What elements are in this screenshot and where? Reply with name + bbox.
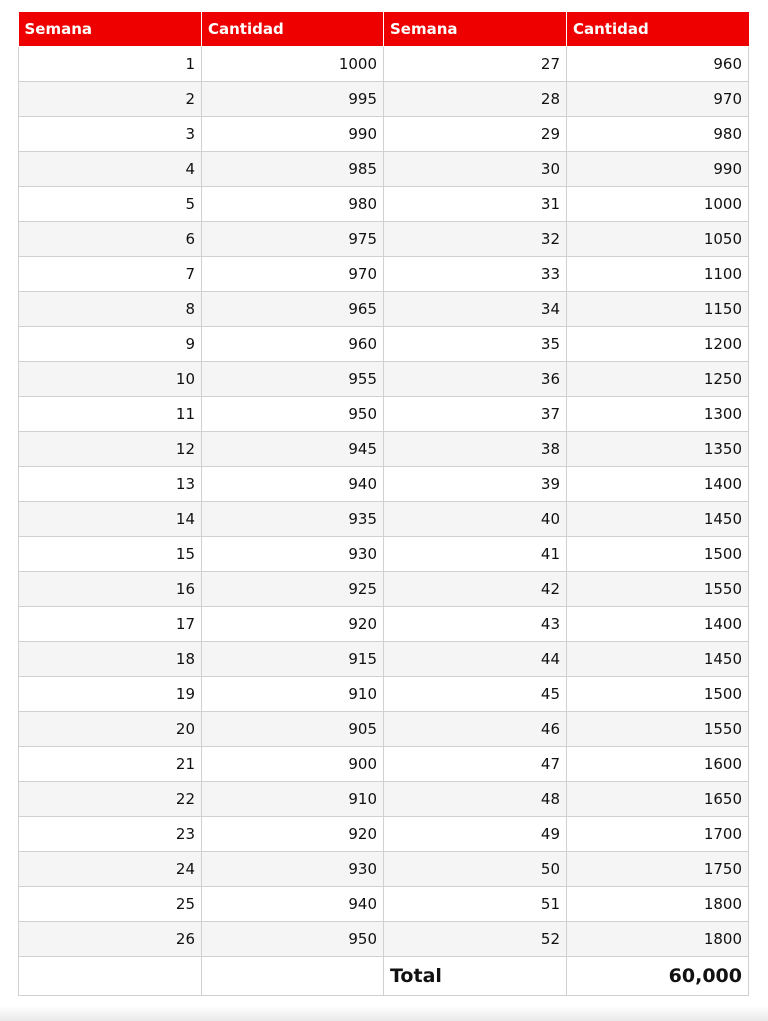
quantity-cell: 1150 xyxy=(567,292,749,327)
quantity-cell: 930 xyxy=(202,537,384,572)
week-cell: 41 xyxy=(384,537,567,572)
weekly-quantity-table xyxy=(18,12,749,996)
table-row xyxy=(19,887,749,922)
quantity-cell: 900 xyxy=(202,747,384,782)
week-cell: 52 xyxy=(384,922,567,957)
quantity-cell: 1550 xyxy=(567,712,749,747)
quantity-cell: 1000 xyxy=(567,187,749,222)
table-row xyxy=(19,47,749,82)
week-cell: 45 xyxy=(384,677,567,712)
week-cell: 50 xyxy=(384,852,567,887)
quantity-cell: 965 xyxy=(202,292,384,327)
quantity-cell: 1800 xyxy=(567,887,749,922)
table-row xyxy=(19,82,749,117)
week-cell: 10 xyxy=(19,362,202,397)
week-cell: 39 xyxy=(384,467,567,502)
quantity-cell: 910 xyxy=(202,782,384,817)
quantity-cell: 940 xyxy=(202,887,384,922)
quantity-cell: 920 xyxy=(202,607,384,642)
week-cell: 21 xyxy=(19,747,202,782)
quantity-cell: 935 xyxy=(202,502,384,537)
table-row xyxy=(19,432,749,467)
week-cell: 24 xyxy=(19,852,202,887)
quantity-cell: 1300 xyxy=(567,397,749,432)
quantity-cell: 960 xyxy=(202,327,384,362)
quantity-cell: 1000 xyxy=(202,47,384,82)
week-cell: 14 xyxy=(19,502,202,537)
week-cell: 37 xyxy=(384,397,567,432)
week-cell: 43 xyxy=(384,607,567,642)
quantity-cell: 990 xyxy=(567,152,749,187)
quantity-cell: 995 xyxy=(202,82,384,117)
quantity-cell: 1500 xyxy=(567,537,749,572)
table-row xyxy=(19,747,749,782)
total-label: Total xyxy=(384,957,567,996)
week-cell: 38 xyxy=(384,432,567,467)
quantity-cell: 980 xyxy=(202,187,384,222)
week-cell: 26 xyxy=(19,922,202,957)
data-table-container xyxy=(18,12,748,996)
quantity-cell: 930 xyxy=(202,852,384,887)
week-cell: 19 xyxy=(19,677,202,712)
week-cell: 35 xyxy=(384,327,567,362)
quantity-cell: 1700 xyxy=(567,817,749,852)
week-cell: 23 xyxy=(19,817,202,852)
week-cell: 47 xyxy=(384,747,567,782)
table-row xyxy=(19,642,749,677)
week-cell: 25 xyxy=(19,887,202,922)
table-row xyxy=(19,502,749,537)
quantity-cell: 955 xyxy=(202,362,384,397)
quantity-cell: 975 xyxy=(202,222,384,257)
bottom-edge-shade xyxy=(0,1006,768,1021)
week-cell: 17 xyxy=(19,607,202,642)
table-row xyxy=(19,817,749,852)
table-row xyxy=(19,677,749,712)
quantity-cell: 910 xyxy=(202,677,384,712)
week-cell: 49 xyxy=(384,817,567,852)
table-row xyxy=(19,572,749,607)
week-cell: 48 xyxy=(384,782,567,817)
week-cell: 8 xyxy=(19,292,202,327)
quantity-cell: 1750 xyxy=(567,852,749,887)
table-row xyxy=(19,362,749,397)
header-cantidad-left: Cantidad xyxy=(202,12,384,47)
quantity-cell: 1450 xyxy=(567,642,749,677)
week-cell: 33 xyxy=(384,257,567,292)
quantity-cell: 940 xyxy=(202,467,384,502)
quantity-cell: 1650 xyxy=(567,782,749,817)
quantity-cell: 1500 xyxy=(567,677,749,712)
week-cell: 34 xyxy=(384,292,567,327)
table-row xyxy=(19,222,749,257)
week-cell: 5 xyxy=(19,187,202,222)
table-row xyxy=(19,852,749,887)
header-semana-right: Semana xyxy=(384,12,567,47)
quantity-cell: 1050 xyxy=(567,222,749,257)
quantity-cell: 945 xyxy=(202,432,384,467)
table-row xyxy=(19,397,749,432)
quantity-cell: 980 xyxy=(567,117,749,152)
quantity-cell: 1100 xyxy=(567,257,749,292)
week-cell: 9 xyxy=(19,327,202,362)
empty-cell xyxy=(202,957,384,996)
week-cell: 46 xyxy=(384,712,567,747)
header-cantidad-right: Cantidad xyxy=(567,12,749,47)
week-cell: 18 xyxy=(19,642,202,677)
quantity-cell: 915 xyxy=(202,642,384,677)
week-cell: 4 xyxy=(19,152,202,187)
quantity-cell: 1450 xyxy=(567,502,749,537)
quantity-cell: 925 xyxy=(202,572,384,607)
week-cell: 2 xyxy=(19,82,202,117)
week-cell: 36 xyxy=(384,362,567,397)
table-header-row xyxy=(19,12,749,47)
week-cell: 15 xyxy=(19,537,202,572)
quantity-cell: 1550 xyxy=(567,572,749,607)
table-row xyxy=(19,537,749,572)
week-cell: 11 xyxy=(19,397,202,432)
quantity-cell: 990 xyxy=(202,117,384,152)
week-cell: 30 xyxy=(384,152,567,187)
table-row xyxy=(19,922,749,957)
week-cell: 16 xyxy=(19,572,202,607)
table-row xyxy=(19,292,749,327)
week-cell: 31 xyxy=(384,187,567,222)
quantity-cell: 950 xyxy=(202,397,384,432)
quantity-cell: 1600 xyxy=(567,747,749,782)
quantity-cell: 1400 xyxy=(567,467,749,502)
week-cell: 20 xyxy=(19,712,202,747)
total-row xyxy=(19,957,749,996)
week-cell: 12 xyxy=(19,432,202,467)
week-cell: 51 xyxy=(384,887,567,922)
quantity-cell: 1800 xyxy=(567,922,749,957)
table-row xyxy=(19,327,749,362)
quantity-cell: 985 xyxy=(202,152,384,187)
week-cell: 13 xyxy=(19,467,202,502)
table-row xyxy=(19,782,749,817)
empty-cell xyxy=(19,957,202,996)
table-body xyxy=(19,47,749,996)
week-cell: 7 xyxy=(19,257,202,292)
table-row xyxy=(19,467,749,502)
week-cell: 27 xyxy=(384,47,567,82)
week-cell: 1 xyxy=(19,47,202,82)
quantity-cell: 1400 xyxy=(567,607,749,642)
week-cell: 22 xyxy=(19,782,202,817)
quantity-cell: 960 xyxy=(567,47,749,82)
week-cell: 29 xyxy=(384,117,567,152)
week-cell: 44 xyxy=(384,642,567,677)
quantity-cell: 905 xyxy=(202,712,384,747)
quantity-cell: 950 xyxy=(202,922,384,957)
week-cell: 40 xyxy=(384,502,567,537)
table-row xyxy=(19,152,749,187)
table-row xyxy=(19,257,749,292)
week-cell: 6 xyxy=(19,222,202,257)
quantity-cell: 1200 xyxy=(567,327,749,362)
quantity-cell: 970 xyxy=(567,82,749,117)
table-row xyxy=(19,187,749,222)
week-cell: 3 xyxy=(19,117,202,152)
header-semana-left: Semana xyxy=(19,12,202,47)
table-row xyxy=(19,712,749,747)
table-row xyxy=(19,117,749,152)
table-row xyxy=(19,607,749,642)
week-cell: 32 xyxy=(384,222,567,257)
quantity-cell: 1350 xyxy=(567,432,749,467)
week-cell: 28 xyxy=(384,82,567,117)
quantity-cell: 920 xyxy=(202,817,384,852)
quantity-cell: 1250 xyxy=(567,362,749,397)
quantity-cell: 970 xyxy=(202,257,384,292)
total-value: 60,000 xyxy=(567,957,749,996)
week-cell: 42 xyxy=(384,572,567,607)
